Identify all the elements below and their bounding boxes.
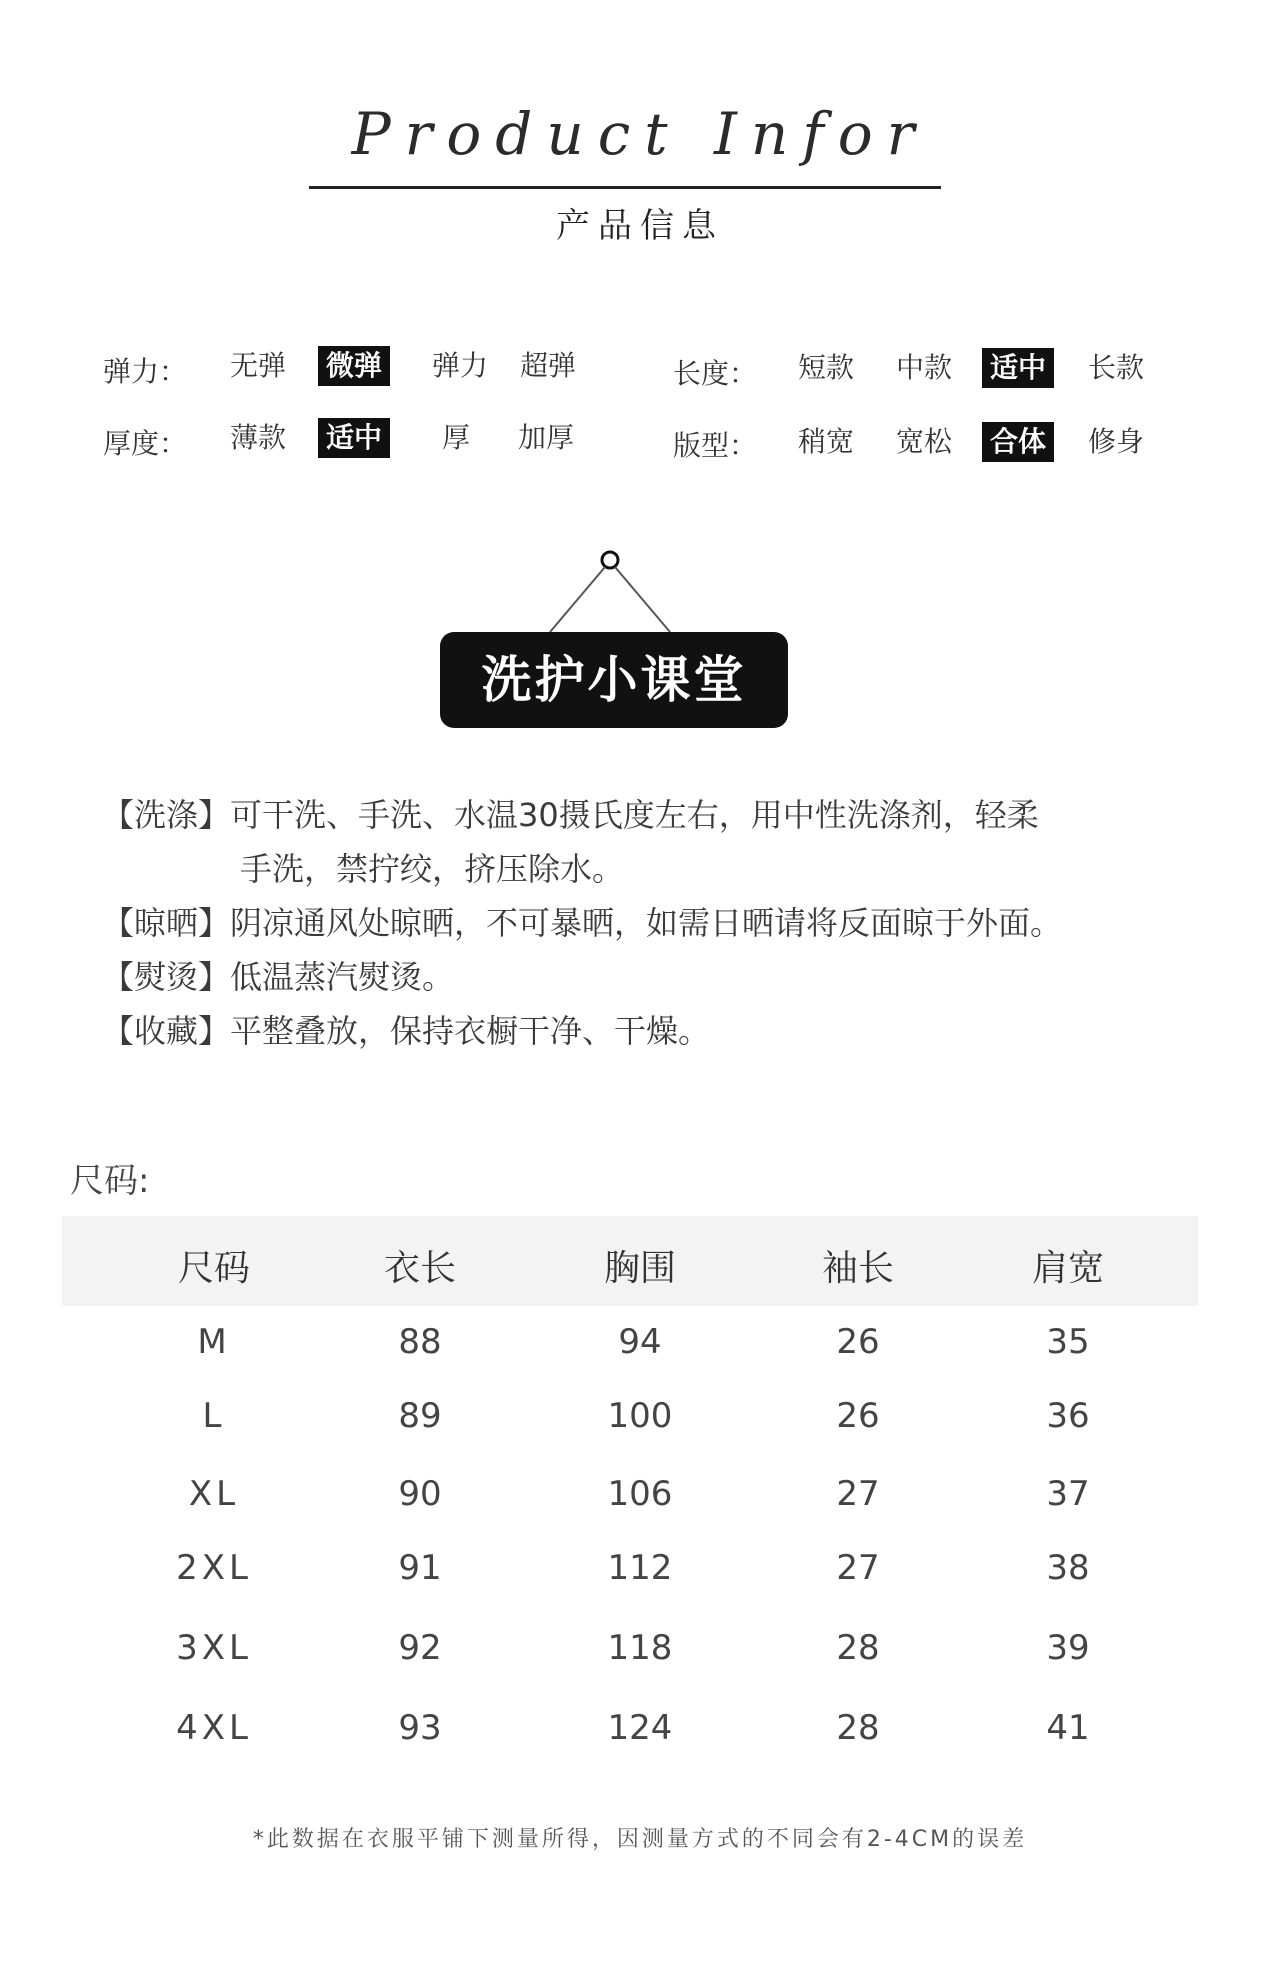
fit-option: 修身	[1088, 425, 1145, 458]
measurement-footnote: *此数据在衣服平铺下测量所得，因测量方式的不同会有2-4CM的误差	[252, 1827, 1028, 1852]
length-option: 中款	[896, 351, 953, 384]
page-title: 产品信息	[556, 206, 724, 246]
care-item-drying	[102, 898, 1062, 944]
table-cell: 106	[607, 1474, 673, 1514]
care-text: 可干洗、手洗、水温30摄氏度左右，用中性洗涤剂，轻柔	[230, 796, 1039, 834]
elasticity-option: 弹力	[432, 349, 489, 382]
care-tag: 【收藏】	[102, 1012, 231, 1050]
table-cell-size: L	[202, 1396, 226, 1436]
table-cell: 36	[1046, 1396, 1090, 1436]
table-cell: 94	[618, 1322, 662, 1362]
length-option: 短款	[798, 351, 855, 384]
table-cell: 118	[607, 1628, 673, 1668]
length-option-selected: 适中	[982, 348, 1054, 388]
care-tag: 【熨烫】	[102, 958, 231, 996]
table-header-cell: 肩宽	[1031, 1248, 1104, 1289]
care-tag: 【晾晒】	[102, 904, 231, 942]
table-cell-size: M	[197, 1322, 231, 1362]
care-title-sign: 洗护小课堂	[440, 632, 788, 728]
table-cell: 39	[1046, 1628, 1090, 1668]
table-header-cell: 衣长	[383, 1248, 456, 1289]
fit-option: 稍宽	[798, 425, 855, 458]
care-item-ironing	[102, 952, 454, 998]
size-section-label: 尺码:	[70, 1161, 150, 1201]
table-cell-size: 4XL	[176, 1708, 252, 1748]
table-cell: 112	[607, 1548, 673, 1588]
fit-option: 宽松	[896, 425, 953, 458]
table-cell: 124	[607, 1708, 673, 1748]
care-item-washing	[102, 790, 1039, 836]
table-cell: 88	[398, 1322, 442, 1362]
table-cell: 41	[1046, 1708, 1090, 1748]
hanger-icon	[540, 548, 680, 638]
table-cell: 90	[398, 1474, 442, 1514]
table-cell: 92	[398, 1628, 442, 1668]
title-divider	[309, 186, 941, 189]
care-item-washing-cont: 手洗，禁拧绞，挤压除水。	[240, 850, 625, 888]
table-header-cell: 尺码	[177, 1248, 250, 1289]
thickness-option: 厚	[442, 421, 471, 454]
thickness-option: 加厚	[518, 421, 575, 454]
care-text: 阴凉通风处晾晒，不可暴晒，如需日晒请将反面晾于外面。	[230, 904, 1063, 942]
table-cell: 89	[398, 1396, 442, 1436]
script-title: Product Infor	[351, 100, 929, 168]
table-cell: 38	[1046, 1548, 1090, 1588]
table-cell: 26	[836, 1322, 880, 1362]
elasticity-option: 无弹	[230, 349, 287, 382]
table-cell: 35	[1046, 1322, 1090, 1362]
thickness-option: 薄款	[230, 421, 287, 454]
fit-option-selected: 合体	[982, 422, 1054, 462]
elasticity-option-selected: 微弹	[318, 346, 390, 386]
table-header-cell: 袖长	[821, 1248, 894, 1289]
length-label: 长度：	[673, 357, 758, 390]
thickness-option-selected: 适中	[318, 418, 390, 458]
table-cell-size: 2XL	[176, 1548, 252, 1588]
table-cell: 27	[836, 1548, 880, 1588]
table-cell-size: XL	[188, 1474, 240, 1514]
table-cell: 37	[1046, 1474, 1090, 1514]
table-cell-size: 3XL	[176, 1628, 252, 1668]
table-cell: 28	[836, 1628, 880, 1668]
table-header-cell: 胸围	[603, 1248, 676, 1289]
care-text: 低温蒸汽熨烫。	[230, 958, 455, 996]
table-cell: 91	[398, 1548, 442, 1588]
elasticity-option: 超弹	[520, 349, 577, 382]
care-item-storage	[102, 1006, 710, 1052]
table-cell: 27	[836, 1474, 880, 1514]
table-cell: 100	[607, 1396, 673, 1436]
care-text: 平整叠放，保持衣橱干净、干燥。	[230, 1012, 711, 1050]
table-cell: 26	[836, 1396, 880, 1436]
fit-label: 版型：	[673, 429, 758, 462]
length-option: 长款	[1088, 351, 1145, 384]
table-cell: 28	[836, 1708, 880, 1748]
care-tag: 【洗涤】	[102, 796, 231, 834]
elasticity-label: 弹力：	[103, 355, 188, 388]
table-cell: 93	[398, 1708, 442, 1748]
thickness-label: 厚度：	[103, 427, 188, 460]
